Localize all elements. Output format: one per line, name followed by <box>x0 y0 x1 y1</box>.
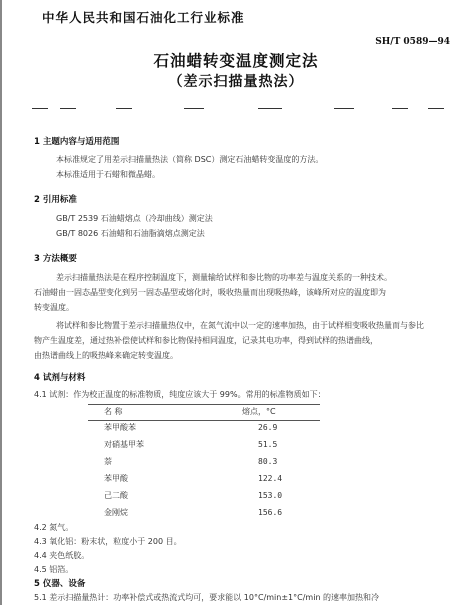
divider-dash <box>392 108 408 109</box>
table-cell-name: 金刚烷 <box>104 508 128 517</box>
document-title: 石油蜡转变温度测定法 <box>153 52 319 70</box>
divider-dash <box>116 108 132 109</box>
standard-header: 中华人民共和国石油化工行业标准 <box>42 10 245 25</box>
divider-dash <box>60 108 76 109</box>
table-cell-name: 己二酸 <box>104 491 128 500</box>
table-header-value: 熔点，°C <box>242 407 276 416</box>
paragraph-line: 转变温度。 <box>34 303 74 312</box>
paragraph-line: 将试样和参比物置于差示扫描量热仪中，在氮气流中以一定的速率加热，由于试样相变吸收热量而与参比 <box>56 321 424 330</box>
paragraph-line: 石油蜡由一固态晶型变化到另一固态晶型或熔化时，吸收热量而出现吸热峰，该峰所对应的温度即为 <box>34 288 386 297</box>
table-cell-value: 153.0 <box>258 491 283 500</box>
divider-dash <box>258 108 282 109</box>
reference-item: GB/T 2539 石油蜡熔点（冷却曲线）测定法 <box>56 214 213 223</box>
paragraph-line: 物产生温度差，通过热补偿使试样和参比物保持相同温度，记录其电功率，得到试样的热谱曲线， <box>34 336 378 345</box>
table-header-rule <box>88 420 320 421</box>
paragraph-line: 本标准规定了用差示扫描量热法（简称 DSC）测定石油蜡转变温度的方法。 <box>56 155 324 164</box>
divider-dash <box>334 108 354 109</box>
table-cell-value: 26.9 <box>258 423 278 432</box>
section-heading: 4 试剂与材料 <box>34 373 86 383</box>
section-heading: 3 方法概要 <box>34 254 77 264</box>
page-edge <box>0 0 2 605</box>
section-heading: 2 引用标准 <box>34 195 77 205</box>
table-cell-name: 苯甲酸 <box>104 474 128 483</box>
table-header-name: 名 称 <box>104 407 123 416</box>
list-item: 4.3 氧化铝：粉末状，粒度小于 200 目。 <box>34 537 182 546</box>
table-cell-value: 122.4 <box>258 474 283 483</box>
section-heading: 5 仪器、设备 <box>34 579 86 589</box>
table-cell-value: 80.3 <box>258 457 278 466</box>
standard-id: SH/T 0589—94 <box>375 37 450 47</box>
divider-dash <box>428 108 444 109</box>
section-heading: 1 主题内容与适用范围 <box>34 137 120 147</box>
paragraph-line: 差示扫描量热法是在程序控制温度下，测量输给试样和参比物的功率差与温度关系的一种技术。 <box>56 273 392 282</box>
divider-dash <box>184 108 204 109</box>
list-item: 4.5 铝箔。 <box>34 565 74 574</box>
list-item: 4.1 试剂：作为校正温度的标准物质，纯度应该大于 99%。常用的标准物质如下： <box>34 390 326 399</box>
paragraph-line: 本标准适用于石蜡和微晶蜡。 <box>56 170 160 179</box>
table-cell-value: 51.5 <box>258 440 278 449</box>
document-subtitle: （差示扫描量热法） <box>168 74 304 90</box>
table-cell-name: 苯甲酸苯 <box>104 423 136 432</box>
table-cell-name: 对硝基甲苯 <box>104 440 144 449</box>
table-cell-name: 萘 <box>104 457 112 466</box>
list-item: 4.4 夹色纸胶。 <box>34 551 90 560</box>
divider-dash <box>32 108 48 109</box>
list-item: 5.1 差示扫描量热计：功率补偿式或热流式均可，要求能以 10°C/min±1°C/min 的速率加热和冷 <box>34 593 380 602</box>
paragraph-line: 由热谱曲线上的吸热峰来确定转变温度。 <box>34 351 178 360</box>
table-top-rule <box>88 404 320 405</box>
table-cell-value: 156.6 <box>258 508 283 517</box>
reference-item: GB/T 8026 石油蜡和石油脂滴熔点测定法 <box>56 229 205 238</box>
list-item: 4.2 氮气。 <box>34 523 74 532</box>
